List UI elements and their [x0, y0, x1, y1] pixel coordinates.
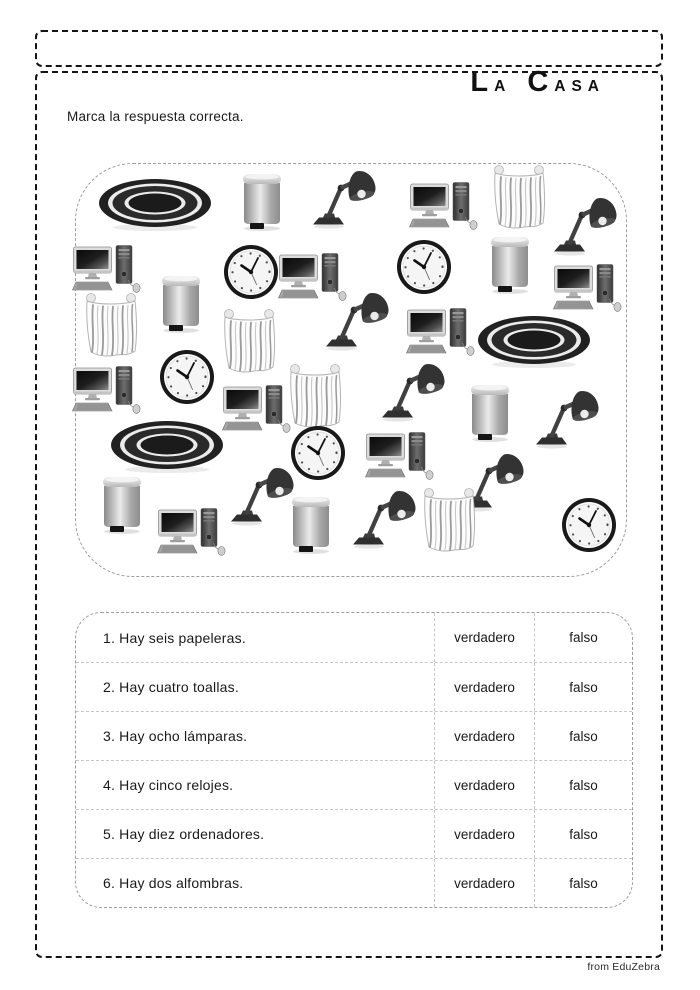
- question-row: [76, 613, 632, 662]
- questions-table: [75, 612, 633, 908]
- page-title: LA CASA: [470, 66, 605, 98]
- question-row: [76, 662, 632, 711]
- items-picture-box: [75, 163, 627, 577]
- question-text: 2. Hay cuatro toallas.: [103, 679, 239, 695]
- question-text: 6. Hay dos alfombras.: [103, 875, 244, 891]
- option-verdadero[interactable]: verdadero: [434, 859, 534, 907]
- question-text: 5. Hay diez ordenadores.: [103, 826, 265, 842]
- question-row: [76, 809, 632, 858]
- option-falso[interactable]: falso: [534, 712, 632, 760]
- question-row: [76, 711, 632, 760]
- question-text: 4. Hay cinco relojes.: [103, 777, 234, 793]
- option-verdadero[interactable]: verdadero: [434, 761, 534, 809]
- option-falso[interactable]: falso: [534, 810, 632, 858]
- question-row: [76, 858, 632, 907]
- option-verdadero[interactable]: verdadero: [434, 613, 534, 662]
- option-falso[interactable]: falso: [534, 859, 632, 907]
- instruction-text: Marca la respuesta correcta.: [67, 109, 244, 124]
- option-falso[interactable]: falso: [534, 613, 632, 662]
- option-verdadero[interactable]: verdadero: [434, 810, 534, 858]
- footer-credit: from EduZebra: [587, 961, 660, 973]
- question-text: 1. Hay seis papeleras.: [103, 629, 246, 646]
- option-falso[interactable]: falso: [534, 761, 632, 809]
- question-row: [76, 760, 632, 809]
- title-box: [35, 30, 663, 98]
- option-verdadero[interactable]: verdadero: [434, 663, 534, 711]
- question-text: 3. Hay ocho lámparas.: [103, 728, 248, 744]
- option-verdadero[interactable]: verdadero: [434, 712, 534, 760]
- option-falso[interactable]: falso: [534, 663, 632, 711]
